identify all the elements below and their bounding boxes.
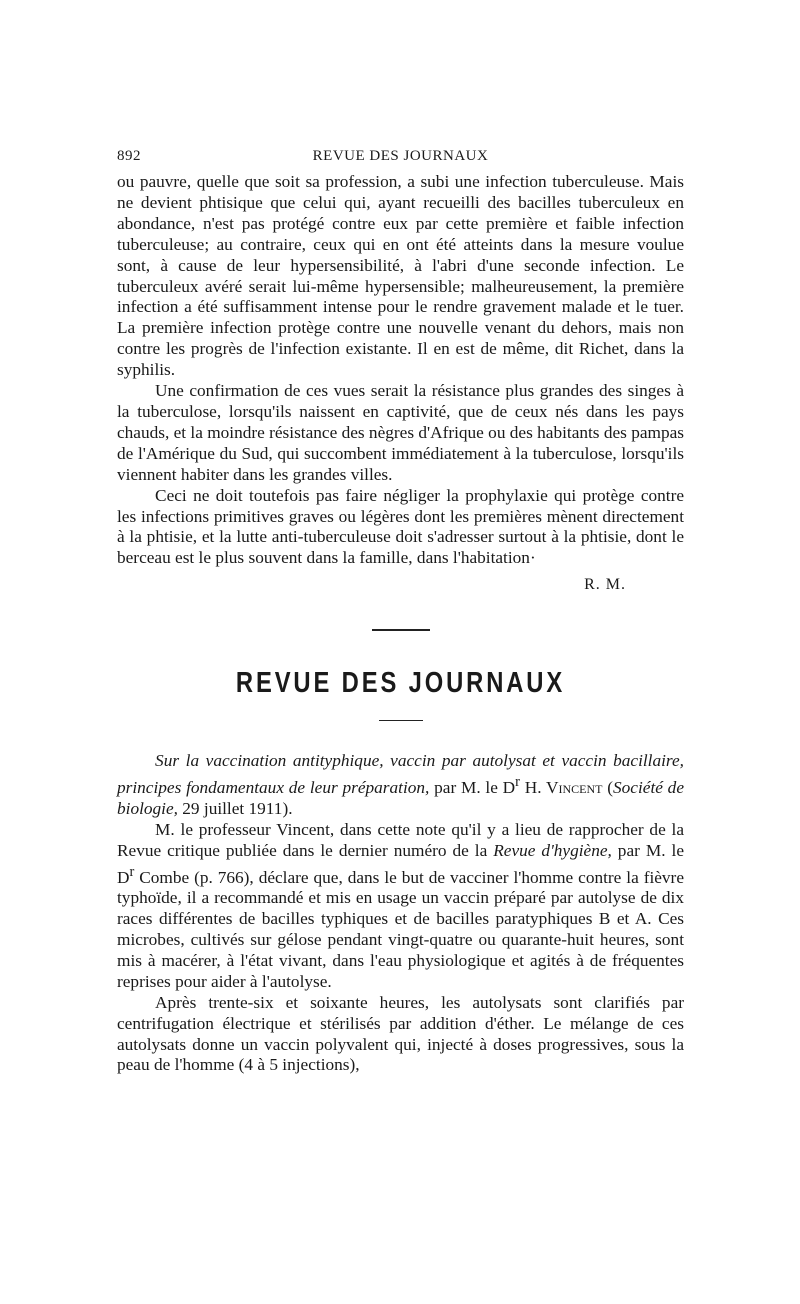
document-page	[117, 148, 684, 1076]
author-name: H. Vincent	[519, 777, 603, 797]
article-title: Sur la vaccination antityphique, vaccin par autolysat et vaccin bacillaire, principes fondamentaux de leur préparation,	[117, 751, 684, 797]
article	[117, 751, 684, 1076]
paragraph: ou pauvre, quelle que soit sa profession, a subi une infection tuberculeuse. Mais ne devient phtisique que celui qui, ayant recueilli des bacilles tuberculeux en abondance, n'est pas protégé contre eux par cette première et faible infection tuberculeuse; au contraire, ceux qui en ont été atteints dans la mesure voulue sont, à cause de leur hypersensibilité, à l'abri d'une seconde infection. Le tuberculeux avéré serait lui-même hypersensible; malheureusement, la première infection a été suffisamment intense pour le rendre gravement malade et le tuer. La première infection protège contre une nouvelle venant du dehors, mais non contre les progrès de l'infection existante. Il en est de même, dit Richet, dans la syphilis.	[117, 172, 684, 380]
article-source: Société de biologie,	[117, 777, 684, 818]
journal-name: Revue d'hygiène,	[493, 840, 612, 860]
paragraph-text: M. le professeur Vincent, dans cette note qu'il y a lieu de rapprocher de la Revue critique publiée dans le dernier numéro de la	[117, 819, 684, 860]
article-date: 29 juillet 1911).	[177, 798, 293, 818]
previous-article-ending	[117, 172, 684, 595]
paragraph: Après trente-six et soixante heures, les autolysats sont clarifiés par centrifugation électrique et stérilisés par addition d'éther. Le mélange de ces autolysats donne un vaccin polyvalent qui, injecté à doses progressives, sous la peau de l'homme (4 à 5 injections),	[117, 992, 684, 1075]
byline: par M. le D	[429, 777, 516, 797]
article-heading: Sur la vaccination antityphique, vaccin par autolysat et vaccin bacillaire, principes fondamentaux de leur préparation, par M. le $D^r$ H. Vincent (Société de biologie, 29 juillet 1911).	[117, 751, 684, 818]
page-number: 892	[117, 148, 141, 164]
paragraph-text: Combe (p. 766), déclare que, dans le but de vacciner l'homme contre la fièvre typhoïde, il a recommandé et mis en usage un vaccin préparé par autolyse de dix races différentes de bacilles typhiques et de bacilles paratyphiques B et A. Ces microbes, cultivés sur gélose pendant vingt-quatre ou quarante-huit heures, sont mis à macérer, à l'état vivant, dans l'eau physiologique et agités à de fréquentes reprises pour aider à l'autolyse.	[117, 867, 684, 991]
paragraph: Ceci ne doit toutefois pas faire négliger la prophylaxie qui protège contre les infections primitives graves ou légères dont les premières mènent directement à la phtisie, et la lutte anti-tuberculeuse doit s'adresser surtout à la phtisie, dont le berceau est le plus souvent dans la famille, dans l'habitation·	[117, 485, 684, 568]
running-header	[117, 148, 684, 172]
section-divider	[372, 629, 430, 631]
doctor-abbrev-sup: r	[515, 774, 520, 791]
paragraph	[117, 820, 684, 993]
running-title: REVUE DES JOURNAUX	[312, 148, 489, 164]
title-underline	[379, 720, 423, 721]
section-title: REVUE DES JOURNAUX	[235, 667, 566, 700]
paragraph: Une confirmation de ces vues serait la résistance plus grandes des singes à la tuberculose, lorsqu'ils naissent en captivité, que de ceux nés dans les pays chauds, et la moindre résistance des nègres d'Afrique ou des habitants des pampas de l'Amérique du Sud, qui succombent immédiatement à la tuberculose, lorsqu'ils viennent habiter dans les grandes villes.	[117, 381, 684, 484]
doctor-abbrev-sup: r	[129, 863, 135, 880]
author-signature: R. M.	[584, 576, 626, 594]
paragraph-text: par M. le D	[117, 840, 684, 887]
